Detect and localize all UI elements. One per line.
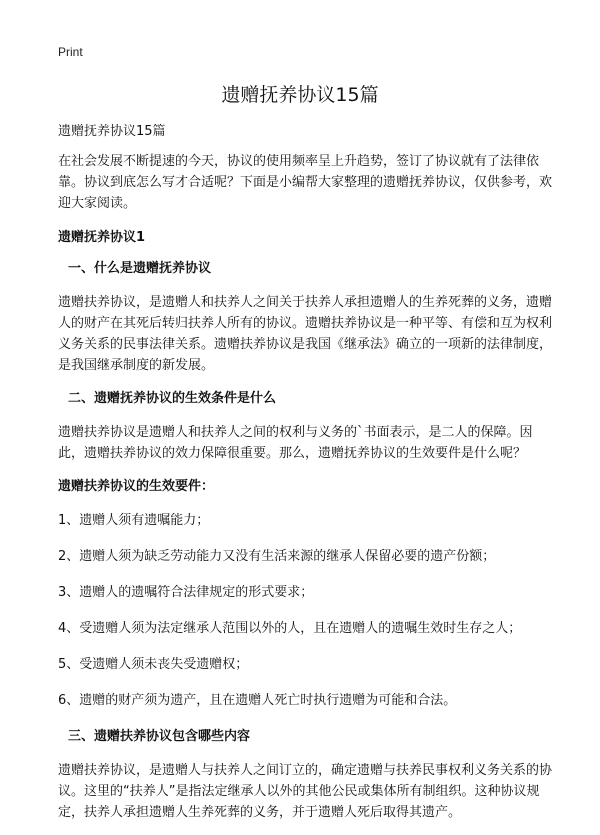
heading-what-is: 一、什么是遗赠抚养协议 [68,261,212,276]
list-item: 2、遗赠人须为缺乏劳动能力又没有生活来源的继承人保留必要的遗产份额； [58,549,496,564]
list-item: 3、遗赠人的遗嘱符合法律规定的形式要求； [58,585,314,600]
paragraph-contents: 遗赠扶养协议，是遗赠人与扶养人之间订立的，确定遗赠与扶养民事权利义务关系的协议。这里的“扶养人”是指法定继承人以外的其他公民或集体所有制组织。这种协议规定，扶养人承担遗赠人生养死葬的义务，并于遗赠人死后取得其遗产。 [58,763,553,820]
page-title: 遗赠抚养协议15篇 [221,84,379,106]
paragraph-definition: 遗赠扶养协议，是遗赠人和扶养人之间关于扶养人承担遗赠人的生养死葬的义务，遗赠人的财产在其死后转归扶养人所有的协议。遗赠扶养协议是一种平等、有偿和互为权利义务关系的民事法律关系。遗赠扶养协议是我国《继承法》确立的一项新的法律制度，是我国继承制度的新发展。 [58,295,553,373]
requirements-title: 遗赠扶养协议的生效要件： [58,479,215,494]
list-item: 4、受遗赠人须为法定继承人范围以外的人，且在遗赠人的遗嘱生效时生存之人； [58,621,522,636]
intro-paragraph: 在社会发展不断提速的今天，协议的使用频率呈上升趋势，签订了协议就有了法律依靠。协议到底怎么写才合适呢？下面是小编帮大家整理的遗赠抚养协议，仅供参考，欢迎大家阅读。 [58,154,553,211]
document-subtitle: 遗赠抚养协议15篇 [58,124,166,139]
list-item: 6、遗赠的财产须为遗产，且在遗赠人死亡时执行遗赠为可能和合法。 [58,693,457,708]
print-label[interactable]: Print [58,45,83,59]
document-body [58,121,558,835]
paragraph-conditions: 遗赠扶养协议是遗赠人和扶养人之间的权利与义务的`书面表示，是二人的保障。因此，遗赠扶养协议的效力保障很重要。那么，遗赠抚养协议的生效要件是什么呢？ [58,425,533,461]
heading-conditions: 二、遗赠抚养协议的生效条件是什么 [68,391,277,406]
heading-contents: 三、遗赠扶养协议包含哪些内容 [68,729,251,744]
list-item: 5、受遗赠人须未丧失受遗赠权； [58,657,249,672]
section-title: 遗赠抚养协议1 [58,230,146,245]
list-item: 1、遗赠人须有遗嘱能力； [58,513,210,528]
